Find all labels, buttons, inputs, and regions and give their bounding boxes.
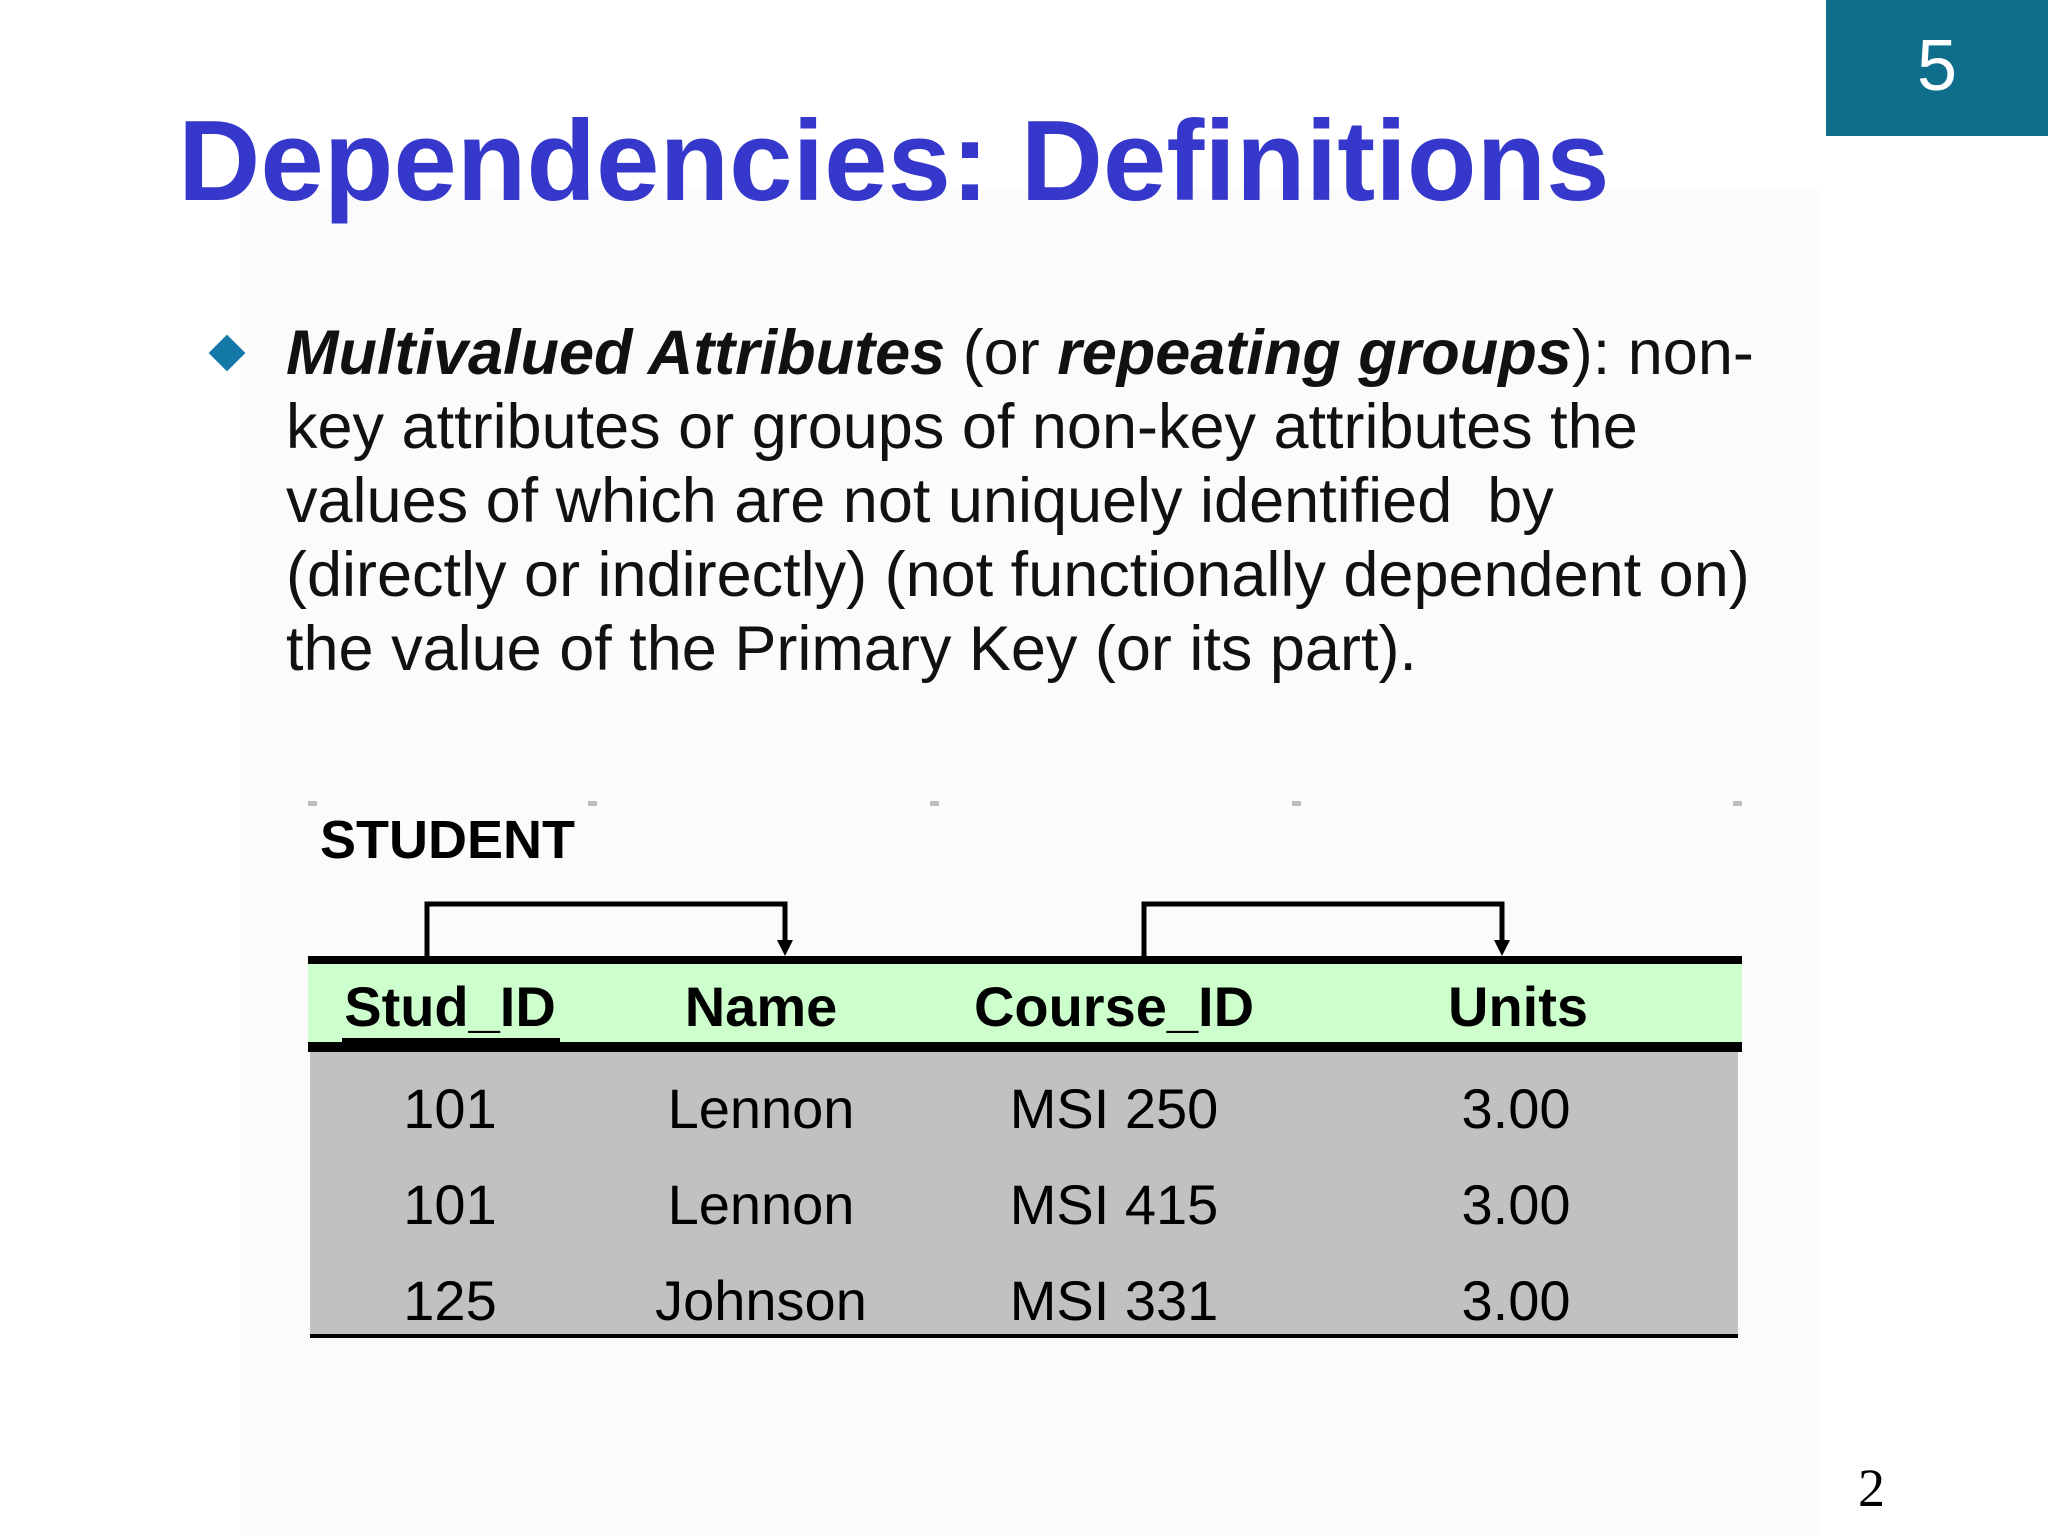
cell-course-id: MSI 250 bbox=[1009, 1077, 1219, 1140]
cell-stud-id: 101 bbox=[403, 1077, 497, 1140]
cell-stud-id: 125 bbox=[403, 1269, 497, 1332]
cell-name: Johnson bbox=[655, 1269, 867, 1332]
header-stud-id: Stud_ID bbox=[344, 975, 556, 1038]
header-name: Name bbox=[684, 975, 838, 1038]
definition-line-5: the value of the Primary Key (or its part). bbox=[286, 614, 1417, 684]
cell-units: 3.00 bbox=[1461, 1269, 1571, 1332]
arrowhead-name-icon bbox=[777, 940, 793, 956]
term-repeating-groups: repeating groups bbox=[1057, 318, 1572, 388]
cell-stud-id: 101 bbox=[403, 1173, 497, 1236]
cell-name: Lennon bbox=[667, 1077, 855, 1140]
header-units: Units bbox=[1448, 975, 1588, 1038]
definition-line-3: values of which are not uniquely identified by bbox=[286, 466, 1554, 536]
cell-name: Lennon bbox=[667, 1173, 855, 1236]
header-course-id: Course_ID bbox=[973, 975, 1255, 1038]
table-caption: STUDENT bbox=[320, 810, 575, 870]
page-number: 2 bbox=[1858, 1458, 1885, 1518]
cell-units: 3.00 bbox=[1461, 1077, 1571, 1140]
arrowhead-units-icon bbox=[1494, 940, 1510, 956]
cell-course-id: MSI 415 bbox=[1009, 1173, 1219, 1236]
connector-text: (or bbox=[945, 318, 1058, 388]
page-title: Dependencies: Definitions bbox=[178, 98, 1610, 225]
dependency-arrow-studid-to-name bbox=[427, 904, 785, 956]
definition-line-2: key attributes or groups of non-key attributes the bbox=[286, 392, 1638, 462]
after-term-text: ): non- bbox=[1571, 318, 1754, 388]
cell-course-id: MSI 331 bbox=[1009, 1269, 1219, 1332]
cell-units: 3.00 bbox=[1461, 1173, 1571, 1236]
primary-key-underline bbox=[342, 1038, 560, 1044]
term-multivalued-attributes: Multivalued Attributes bbox=[286, 318, 946, 388]
slide-number: 5 bbox=[1916, 26, 1958, 106]
dependency-arrow-courseid-to-units bbox=[1144, 904, 1502, 956]
definition-line-4: (directly or indirectly) (not functionally dependent on) bbox=[286, 540, 1750, 610]
